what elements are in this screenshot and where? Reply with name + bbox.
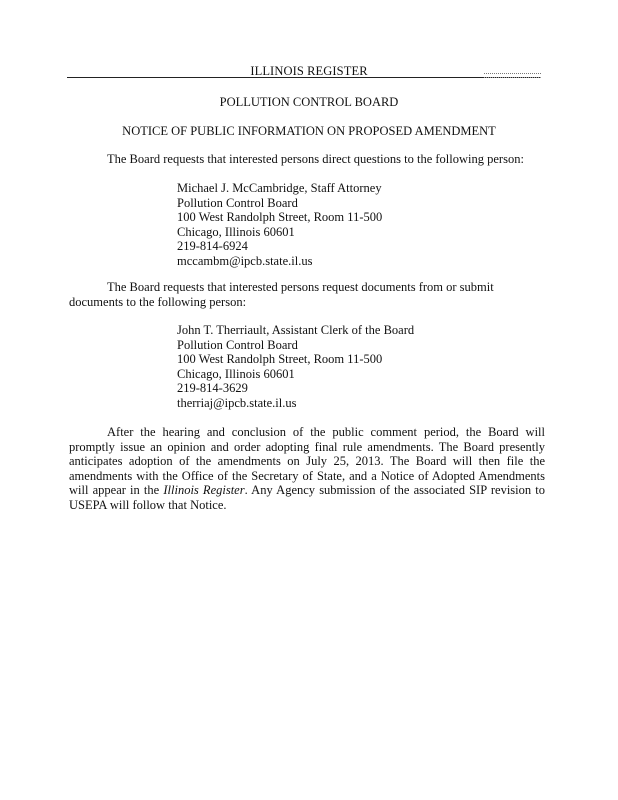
questions-contact-block	[177, 181, 382, 269]
register-italic-title: Illinois Register	[163, 483, 245, 498]
closing-text-part1: After the hearing and conclusion of the public comment period, the Board will promptly issue an opinion and order adopting final rule amendments. The Board presently anticipates adoption of the amendments on July 25, 2013. The Board will then file the amendments with the Office of the Secretary of State, and a Notice of Adopted Amendments will appear in the	[69, 425, 545, 498]
notice-title: NOTICE OF PUBLIC INFORMATION ON PROPOSED AMENDMENT	[122, 124, 496, 138]
contact-email: therriaj@ipcb.state.il.us	[177, 395, 297, 410]
contact-name: Michael J. McCambridge, Staff Attorney	[177, 181, 382, 195]
header-rule	[67, 77, 541, 78]
contact-city: Chicago, Illinois 60601	[177, 224, 295, 239]
documents-contact-block	[177, 323, 414, 411]
register-header: ILLINOIS REGISTER	[250, 64, 368, 78]
questions-intro-paragraph: The Board requests that interested persons direct questions to the following person:	[107, 152, 524, 166]
contact-city: Chicago, Illinois 60601	[177, 366, 295, 381]
contact-organization: Pollution Control Board	[177, 195, 298, 210]
contact-name: John T. Therriault, Assistant Clerk of the Board	[177, 323, 415, 337]
contact-phone: 219-814-3629	[177, 381, 248, 396]
contact-phone: 219-814-6924	[177, 239, 248, 254]
contact-email: mccambm@ipcb.state.il.us	[177, 253, 313, 268]
contact-street: 100 West Randolph Street, Room 11-500	[177, 352, 383, 367]
agency-name: POLLUTION CONTROL BOARD	[219, 95, 399, 109]
contact-street: 100 West Randolph Street, Room 11-500	[177, 210, 383, 225]
closing-paragraph	[69, 425, 545, 513]
header-page-mark	[484, 73, 541, 78]
contact-organization: Pollution Control Board	[177, 337, 298, 352]
closing-text-part2: . Any Agency submission of the associated SIP revision to USEPA will follow that Notice.	[69, 483, 546, 512]
documents-intro-paragraph: The Board requests that interested persons request documents from or submit documents to the following person:	[69, 280, 494, 309]
